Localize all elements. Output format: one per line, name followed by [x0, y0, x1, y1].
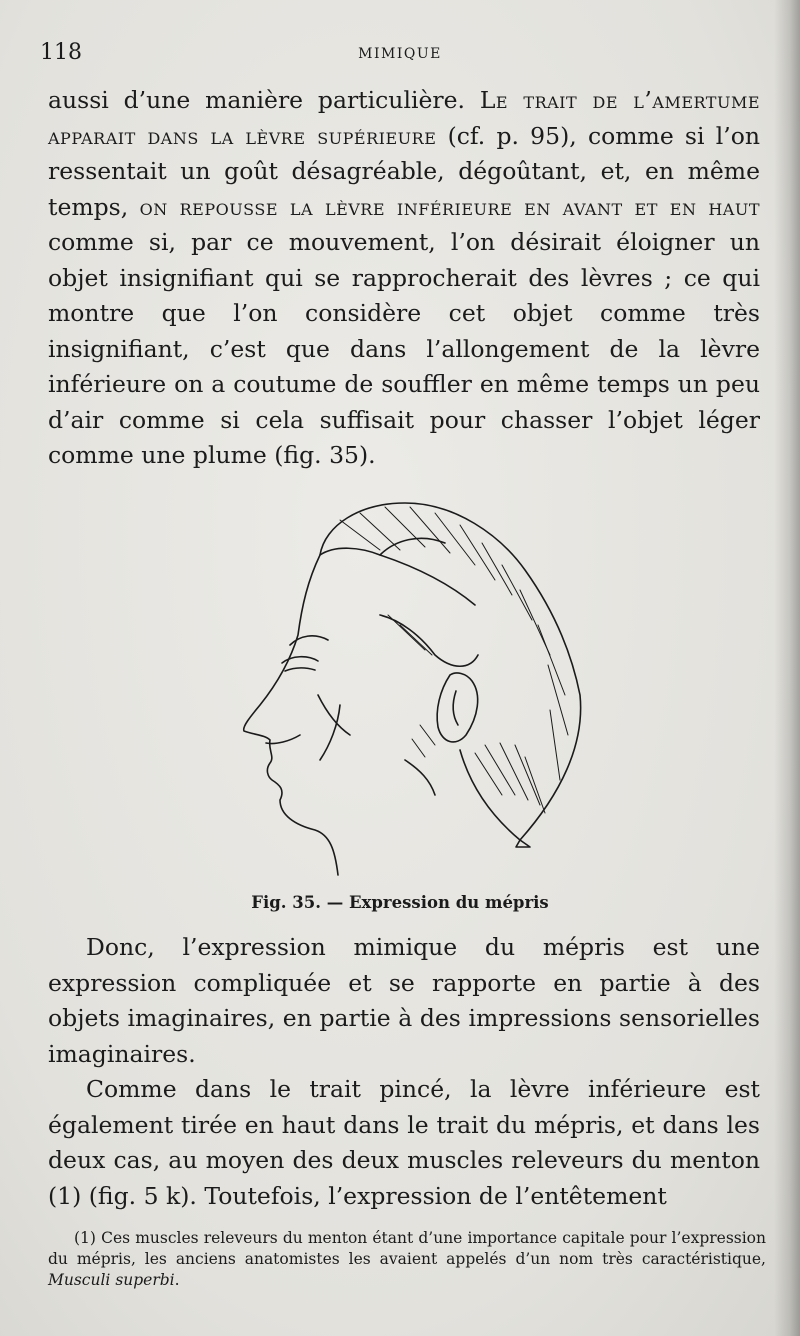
profile-head-drawing — [220, 495, 600, 885]
paragraph-2: Donc, l’expression mimique du mépris est une expression compliquée et se rapporte en partie à des objets imaginaires, en partie à des impressions sensorielles imaginaires. — [48, 933, 760, 1068]
running-title: MIMIQUE — [358, 46, 442, 62]
figure-caption: Fig. 35. — Expression du mépris — [251, 893, 549, 912]
footnote — [48, 1228, 766, 1291]
footnote-end: . — [174, 1271, 180, 1289]
paragraphs-after-figure — [48, 930, 760, 1214]
page-number: 118 — [40, 40, 82, 65]
paragraph-1-text-c: comme si, par ce mouvement, l’on désirait éloigner un objet insignifiant qui se rapprocherait des lèvres ; ce qui montre que l’on considère cet objet comme très insignifiant, c’est que dans l’allongement de la lèvre inférieure on a coutume de souffler en même temps un peu d’air comme si cela suffisait pour chasser l’objet léger comme une plume (fig. 35). — [48, 228, 760, 469]
paragraph-1-emphasis-a: Le trait de l’amertume apparait dans la lèvre supérieure — [48, 86, 761, 150]
paragraph-1 — [48, 83, 760, 474]
page-header — [40, 40, 760, 70]
paragraph-1-text-b: (cf. p. 95), comme si l’on ressentait un goût désagréable, dégoûtant, et, en même temps, — [48, 121, 760, 221]
paragraph-1-text-a: aussi d’une manière particulière. — [48, 86, 480, 114]
footnote-text: (1) Ces muscles releveurs du menton étant d’une importance capitale pour l’expression du mépris, les anciens anatomistes les avaient appelés d’un nom très caractéristique, — [48, 1229, 766, 1268]
paragraph-1-emphasis-b: on repousse la lèvre inférieure en avant et en haut — [139, 192, 760, 221]
footnote-latin-term: Musculi superbi — [48, 1271, 175, 1289]
page-edge-shadow — [774, 0, 800, 1336]
paragraph-3: Comme dans le trait pincé, la lèvre inférieure est également tirée en haut dans le trait du mépris, et dans les deux cas, au moyen des deux muscles releveurs du menton (1) (fig. 5 k). Toutefois, l’expression de l’entêtement — [48, 1075, 760, 1210]
figure-35-illustration — [220, 495, 600, 885]
